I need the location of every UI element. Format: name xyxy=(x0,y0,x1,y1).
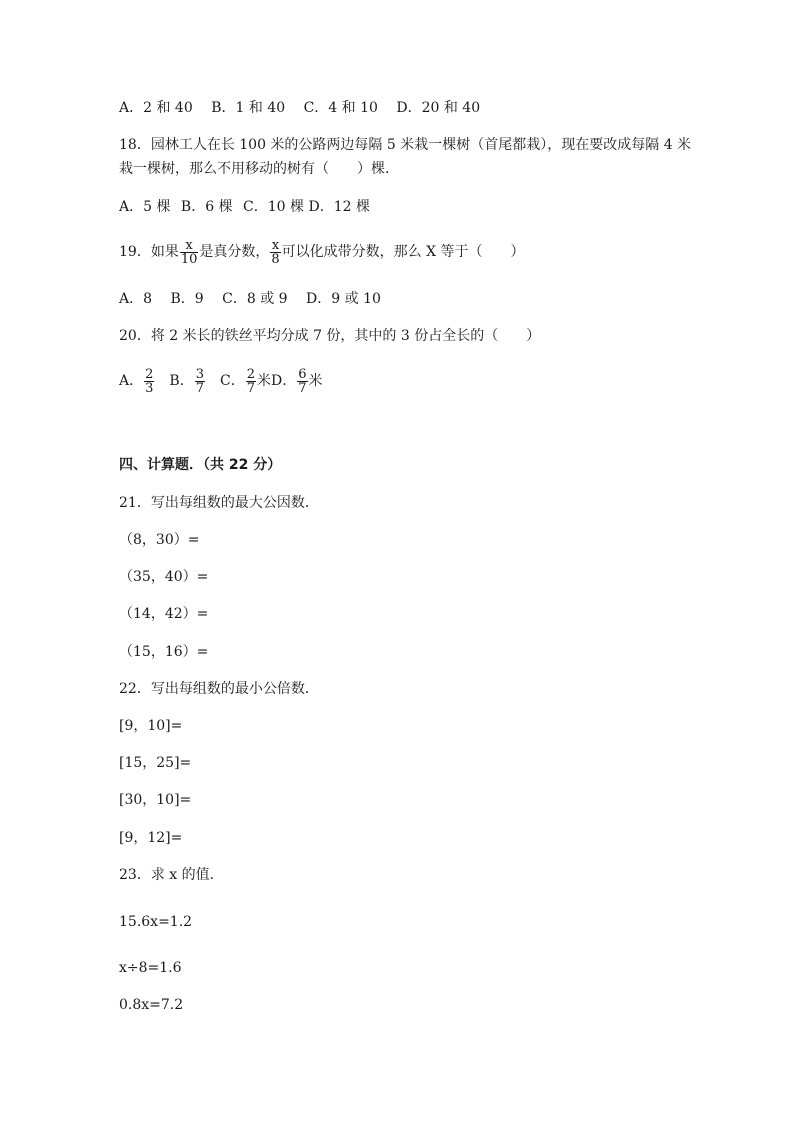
q20-option-c-fraction xyxy=(246,368,256,395)
q19-options xyxy=(119,290,381,308)
q19-option-a: A．8 xyxy=(119,291,153,307)
q20-stem: 20．将 2 米长的铁丝平均分成 7 份，其中的 3 份占全长的（ ） xyxy=(119,328,541,344)
q17-option-a: A．2 和 40 xyxy=(119,100,193,116)
q22-item: [15，25]= xyxy=(119,755,192,771)
q20-option-c-denominator: 7 xyxy=(246,380,255,396)
q20-option-b-numerator: 3 xyxy=(195,366,204,382)
q18-option-a: A．5 棵 xyxy=(119,199,171,215)
q19-fraction-2-denominator: 8 xyxy=(271,251,280,267)
q18-option-d: D．12 棵 xyxy=(308,199,370,215)
q17-option-b: B．1 和 40 xyxy=(211,100,286,116)
q19-fraction-1-numerator: x xyxy=(180,239,199,253)
q17-option-c: C．4 和 10 xyxy=(303,100,378,116)
q17-options xyxy=(119,99,494,117)
q20-option-a-denominator: 3 xyxy=(145,380,154,396)
q21-item: （15，16）= xyxy=(119,644,209,660)
q21-item: （35，40）= xyxy=(119,569,209,585)
q20-option-d-unit: 米 xyxy=(308,373,323,389)
q20-option-a-numerator: 2 xyxy=(145,366,154,382)
q19-suffix: 可以化成带分数，那么 X 等于（ ） xyxy=(281,244,525,260)
q22-item: [30，10]= xyxy=(119,792,192,808)
q20-option-b-denominator: 7 xyxy=(195,380,204,396)
q18-stem-line2: 栽一棵树，那么不用移动的树有（ ）棵． xyxy=(119,161,399,177)
q23-equation: 0.8x=7.2 xyxy=(119,997,184,1013)
q22-item: [9，12]= xyxy=(119,830,183,846)
q21-item: （8，30）= xyxy=(119,532,200,548)
q19-fraction-2-numerator: x xyxy=(271,237,280,253)
q19-option-d: D．9 或 10 xyxy=(306,291,381,307)
q22-stem: 22．写出每组数的最小公倍数． xyxy=(119,681,319,697)
q20-option-c-unit: 米 xyxy=(256,373,271,389)
q18-options xyxy=(119,198,370,216)
q19-option-c: C．8 或 9 xyxy=(222,291,288,307)
q21-item: （14，42）= xyxy=(119,606,209,622)
q23-stem: 23．求 x 的值． xyxy=(119,867,224,883)
q20-option-a-fraction xyxy=(144,368,154,395)
q19-prefix: 19．如果 xyxy=(119,244,179,260)
q20-option-b-fraction xyxy=(195,368,205,395)
q19-fraction-2 xyxy=(270,239,280,266)
q21-stem: 21．写出每组数的最大公因数． xyxy=(119,495,319,511)
q20-options xyxy=(119,364,323,398)
q18-option-b: B．6 棵 xyxy=(180,199,233,215)
q23-equation: x÷8=1.6 xyxy=(119,960,182,976)
q20-option-d-fraction xyxy=(297,368,307,395)
q20-option-d-numerator: 6 xyxy=(298,366,307,382)
q20-option-d-label: D． xyxy=(270,373,297,389)
q20-option-a-label: A． xyxy=(119,373,144,389)
section-heading: 四、计算题．（共 22 分） xyxy=(119,457,282,473)
q20-option-b-label: B． xyxy=(169,373,194,389)
q19-middle: 是真分数， xyxy=(199,244,270,260)
q19-fraction-1-denominator: 10 xyxy=(180,251,198,267)
q20-option-c-label: C． xyxy=(219,373,245,389)
q23-equation: 15.6x=1.2 xyxy=(119,914,193,930)
q18-stem-line1: 18．园林工人在长 100 米的公路两边每隔 5 米栽一棵树（首尾都栽），现在要改成每隔 4 米 xyxy=(119,137,692,153)
q19-stem xyxy=(119,236,525,268)
q20-option-c-numerator: 2 xyxy=(246,366,255,382)
q20-option-d-denominator: 7 xyxy=(298,380,307,396)
q19-option-b: B．9 xyxy=(170,291,204,307)
q17-option-d: D．20 和 40 xyxy=(396,100,481,116)
q19-fraction-1 xyxy=(180,239,199,266)
q22-item: [9，10]= xyxy=(119,718,183,734)
q18-option-c: C．10 棵 xyxy=(243,199,305,215)
